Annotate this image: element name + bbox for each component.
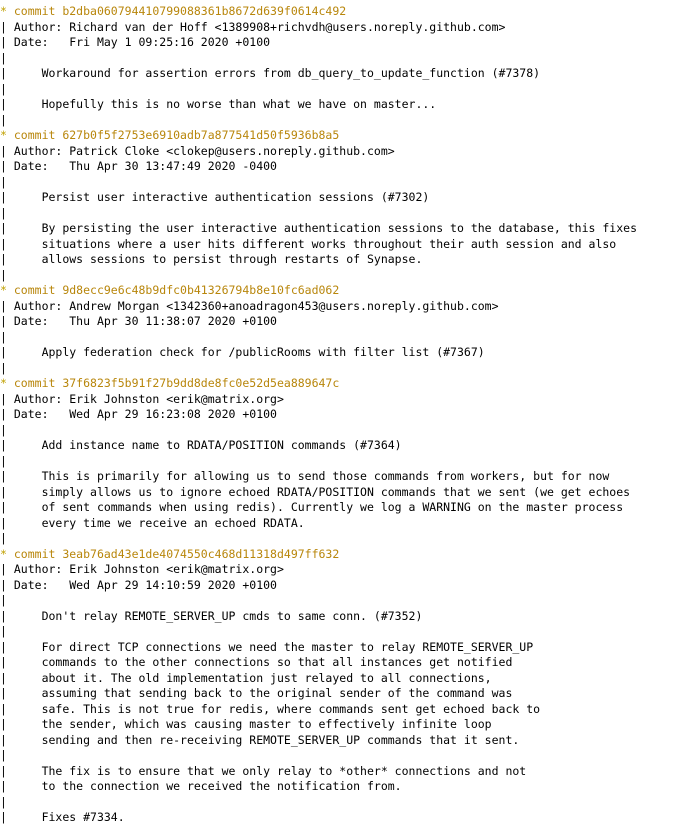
log-line — [0, 624, 692, 640]
graph-gutter — [7, 733, 14, 747]
graph-line-marker: | — [0, 453, 7, 468]
commit-body-text: Fixes #7334. — [13, 810, 125, 824]
log-line — [0, 51, 692, 67]
graph-gutter — [7, 252, 14, 266]
graph-line-marker: | — [0, 407, 7, 421]
commit-meta-line: Date: Thu Apr 30 13:47:49 2020 -0400 — [13, 159, 277, 173]
graph-gutter — [7, 609, 14, 623]
graph-gutter — [7, 283, 14, 297]
log-line — [0, 423, 692, 439]
graph-line-marker: | — [0, 593, 7, 607]
commit-body-text: The fix is to ensure that we only relay to *other* connections and not — [13, 763, 527, 778]
graph-line-marker: | — [0, 422, 7, 437]
graph-gutter — [7, 97, 14, 111]
log-line — [0, 531, 692, 547]
log-line — [0, 345, 692, 361]
commit-meta-line: Date: Thu Apr 30 11:38:07 2020 +0100 — [13, 314, 277, 328]
graph-gutter — [7, 485, 14, 499]
graph-gutter — [7, 299, 14, 313]
log-line — [0, 469, 692, 485]
commit-body-text: the sender, which was causing master to effectively infinite loop — [13, 717, 492, 731]
graph-line-marker: | — [0, 252, 7, 266]
graph-line-marker: | — [0, 748, 7, 762]
graph-gutter — [7, 717, 14, 731]
graph-line-marker: | — [0, 438, 7, 452]
graph-gutter — [7, 562, 14, 576]
graph-gutter — [7, 748, 14, 762]
graph-gutter — [7, 66, 14, 80]
commit-body-text: By persisting the user interactive authentication sessions to the database, this fixes — [13, 221, 637, 235]
commit-body-text: Hopefully this is no worse than what we have on master... — [13, 97, 437, 111]
log-line — [0, 485, 692, 501]
graph-gutter — [7, 593, 14, 607]
log-line — [0, 500, 692, 516]
commit-hash-line: commit b2dba060794410799088361b8672d639f0614c492 — [13, 4, 347, 18]
graph-line-marker: | — [0, 360, 7, 375]
graph-line-marker: | — [0, 562, 7, 576]
log-line — [0, 733, 692, 749]
log-line — [0, 330, 692, 346]
graph-gutter — [7, 686, 14, 700]
log-line — [0, 609, 692, 625]
log-line — [0, 640, 692, 656]
log-line — [0, 206, 692, 222]
commit-meta-line: Author: Erik Johnston <erik@matrix.org> — [13, 391, 284, 406]
graph-line-marker: | — [0, 655, 7, 669]
commit-meta-line: Author: Richard van der Hoff <1389908+richvdh@users.noreply.github.com> — [13, 19, 506, 34]
graph-line-marker: | — [0, 314, 7, 328]
log-line — [0, 4, 692, 20]
log-line — [0, 376, 692, 392]
commit-body-text: to the connection we received the notification from. — [13, 779, 402, 793]
commit-body-text: about it. The old implementation just relayed to all connections, — [13, 670, 492, 685]
graph-gutter — [7, 330, 14, 344]
log-line — [0, 283, 692, 299]
graph-gutter — [7, 51, 14, 65]
log-line — [0, 454, 692, 470]
graph-line-marker: | — [0, 608, 7, 623]
commit-body-text: situations where a user hits different works throughout their auth session and also — [13, 236, 617, 251]
commit-meta-line: Date: Wed Apr 29 16:23:08 2020 +0100 — [13, 407, 277, 421]
commit-hash-line: commit 9d8ecc9e6c48b9dfc0b41326794b8e10fc6ad062 — [13, 283, 340, 297]
graph-gutter — [7, 345, 14, 359]
log-line — [0, 392, 692, 408]
graph-line-marker: | — [0, 639, 7, 654]
graph-gutter — [7, 4, 14, 18]
log-line — [0, 361, 692, 377]
graph-line-marker: | — [0, 484, 7, 499]
commit-body-text: Apply federation check for /publicRooms with filter list (#7367) — [13, 345, 485, 359]
graph-gutter — [7, 206, 14, 220]
log-line — [0, 97, 692, 113]
log-line — [0, 268, 692, 284]
commit-body-text: every time we receive an echoed RDATA. — [13, 515, 305, 530]
commit-body-text: assuming that sending back to the original sender of the command was — [13, 686, 513, 700]
graph-line-marker: | — [0, 391, 7, 406]
graph-line-marker: | — [0, 143, 7, 158]
log-line — [0, 438, 692, 454]
commit-body-text: This is primarily for allowing us to send those commands from workers, but for now — [13, 469, 610, 483]
graph-line-marker: | — [0, 779, 7, 793]
graph-gutter — [7, 500, 14, 514]
commit-body-text: sending and then re-receiving REMOTE_SERVER_UP commands that it sent. — [13, 732, 520, 747]
commit-meta-line: Author: Erik Johnston <erik@matrix.org> — [13, 562, 284, 576]
commit-body-text: Workaround for assertion errors from db_query_to_update_function (#7378) — [13, 66, 541, 80]
log-line — [0, 237, 692, 253]
commit-body-text: safe. This is not true for redis, where commands sent get echoed back to — [13, 701, 541, 716]
graph-gutter — [7, 702, 14, 716]
log-line — [0, 795, 692, 811]
graph-gutter — [7, 35, 14, 49]
log-line — [0, 82, 692, 98]
graph-line-marker: | — [0, 624, 7, 638]
graph-line-marker: | — [0, 531, 7, 545]
graph-line-marker: | — [0, 515, 7, 530]
graph-gutter — [7, 795, 14, 809]
commit-hash-line: commit 3eab76ad43e1de4074550c468d11318d497ff632 — [13, 546, 340, 561]
graph-line-marker: | — [0, 81, 7, 96]
log-line — [0, 299, 692, 315]
log-line — [0, 221, 692, 237]
graph-gutter — [7, 190, 14, 204]
log-line — [0, 562, 692, 578]
graph-line-marker: | — [0, 205, 7, 220]
commit-body-text: allows sessions to persist through restarts of Synapse. — [13, 252, 423, 266]
graph-gutter — [7, 159, 14, 173]
log-line — [0, 671, 692, 687]
graph-line-marker: | — [0, 329, 7, 344]
graph-commit-marker: * — [0, 4, 7, 18]
graph-gutter — [7, 454, 14, 468]
graph-line-marker: | — [0, 717, 7, 731]
log-line — [0, 547, 692, 563]
graph-gutter — [7, 779, 14, 793]
log-line — [0, 113, 692, 129]
log-line — [0, 66, 692, 82]
graph-line-marker: | — [0, 97, 7, 111]
log-line — [0, 655, 692, 671]
graph-gutter — [7, 128, 14, 142]
graph-line-marker: | — [0, 794, 7, 809]
graph-line-marker: | — [0, 732, 7, 747]
graph-line-marker: | — [0, 190, 7, 204]
log-line — [0, 748, 692, 764]
graph-line-marker: | — [0, 112, 7, 127]
log-line — [0, 175, 692, 191]
graph-gutter — [7, 469, 14, 483]
graph-gutter — [7, 764, 14, 778]
graph-line-marker: | — [0, 66, 7, 80]
graph-line-marker: | — [0, 221, 7, 235]
log-line — [0, 190, 692, 206]
graph-gutter — [7, 624, 14, 638]
graph-line-marker: | — [0, 670, 7, 685]
log-line — [0, 20, 692, 36]
log-line — [0, 128, 692, 144]
graph-gutter — [7, 82, 14, 96]
graph-line-marker: | — [0, 577, 7, 592]
graph-gutter — [7, 438, 14, 452]
log-line — [0, 686, 692, 702]
graph-line-marker: | — [0, 35, 7, 49]
graph-line-marker: | — [0, 298, 7, 313]
graph-line-marker: | — [0, 686, 7, 700]
graph-commit-marker: * — [0, 376, 7, 390]
log-line — [0, 314, 692, 330]
log-line — [0, 810, 692, 826]
log-line — [0, 702, 692, 718]
graph-gutter — [7, 113, 14, 127]
graph-line-marker: | — [0, 500, 7, 514]
graph-gutter — [7, 423, 14, 437]
graph-gutter — [7, 392, 14, 406]
log-line — [0, 578, 692, 594]
graph-gutter — [7, 531, 14, 545]
graph-line-marker: | — [0, 174, 7, 189]
graph-gutter — [7, 268, 14, 282]
graph-gutter — [7, 655, 14, 669]
graph-line-marker: | — [0, 159, 7, 173]
commit-meta-line: Author: Andrew Morgan <1342360+anoadragon453@users.noreply.github.com> — [13, 298, 499, 313]
graph-gutter — [7, 175, 14, 189]
commit-body-text: Persist user interactive authentication sessions (#7302) — [13, 190, 430, 204]
log-line — [0, 159, 692, 175]
graph-line-marker: | — [0, 50, 7, 65]
graph-commit-marker: * — [0, 128, 7, 142]
commit-hash-line: commit 627b0f5f2753e6910adb7a877541d50f5936b8a5 — [13, 128, 340, 142]
graph-line-marker: | — [0, 345, 7, 359]
log-line — [0, 779, 692, 795]
graph-gutter — [7, 407, 14, 421]
graph-line-marker: | — [0, 469, 7, 483]
commit-body-text: simply allows us to ignore echoed RDATA/POSITION commands that we sent (we get echoes — [13, 484, 631, 499]
log-line — [0, 252, 692, 268]
log-line — [0, 407, 692, 423]
graph-line-marker: | — [0, 763, 7, 778]
commit-body-text: For direct TCP connections we need the master to relay REMOTE_SERVER_UP — [13, 639, 534, 654]
log-line — [0, 516, 692, 532]
graph-gutter — [7, 547, 14, 561]
log-line — [0, 717, 692, 733]
log-line — [0, 593, 692, 609]
graph-gutter — [7, 640, 14, 654]
graph-line-marker: | — [0, 267, 7, 282]
graph-gutter — [7, 671, 14, 685]
graph-gutter — [7, 361, 14, 375]
commit-hash-line: commit 37f6823f5b91f27b9dd8de8fc0e52d5ea889647c — [13, 376, 340, 390]
graph-line-marker: | — [0, 19, 7, 34]
graph-commit-marker: * — [0, 546, 7, 561]
graph-gutter — [7, 376, 14, 390]
commit-body-text: Add instance name to RDATA/POSITION commands (#7364) — [13, 438, 402, 452]
graph-gutter — [7, 237, 14, 251]
graph-line-marker: | — [0, 236, 7, 251]
graph-gutter — [7, 516, 14, 530]
graph-gutter — [7, 810, 14, 824]
commit-body-text: of sent commands when using redis). Currently we log a WARNING on the master process — [13, 500, 624, 514]
log-line — [0, 35, 692, 51]
graph-gutter — [7, 314, 14, 328]
commit-meta-line: Date: Wed Apr 29 14:10:59 2020 +0100 — [13, 577, 277, 592]
graph-gutter — [7, 221, 14, 235]
commit-body-text: Don't relay REMOTE_SERVER_UP cmds to same conn. (#7352) — [13, 608, 423, 623]
log-line — [0, 144, 692, 160]
commit-meta-line: Author: Patrick Cloke <clokep@users.noreply.github.com> — [13, 143, 395, 158]
graph-line-marker: | — [0, 810, 7, 824]
graph-line-marker: | — [0, 701, 7, 716]
commit-body-text: commands to the other connections so that all instances get notified — [13, 655, 513, 669]
graph-gutter — [7, 144, 14, 158]
graph-gutter — [7, 578, 14, 592]
graph-gutter — [7, 20, 14, 34]
log-line — [0, 764, 692, 780]
graph-commit-marker: * — [0, 283, 7, 297]
commit-meta-line: Date: Fri May 1 09:25:16 2020 +0100 — [13, 35, 271, 49]
